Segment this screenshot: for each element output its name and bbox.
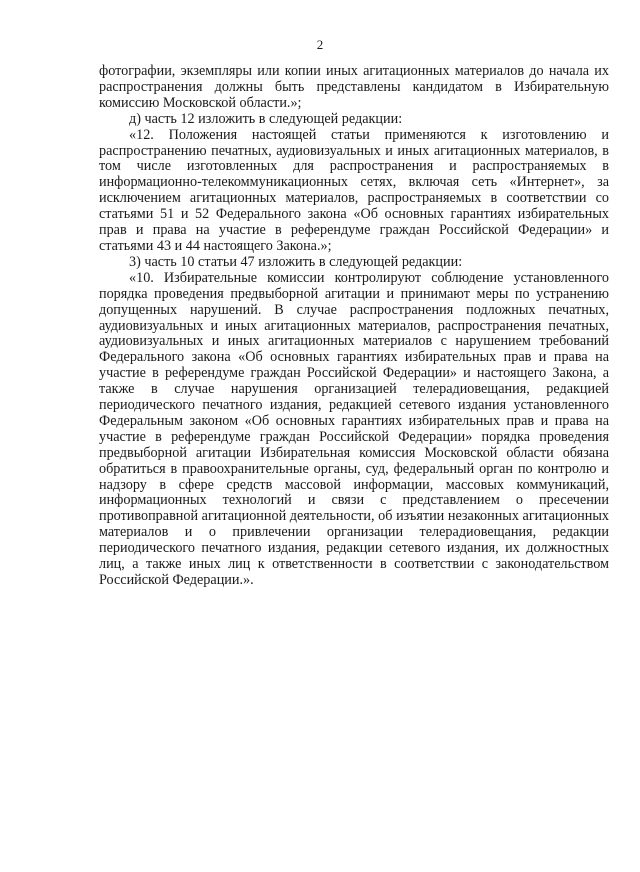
paragraph-part-10: «10. Избирательные комиссии контролируют соблюдение установленного порядка проведения предвыборной агитации и принимают меры по устранению допущенных нарушений. В случае распространения подложных печатных, аудиовизуальных и иных агитационных материалов, распространения печатных, аудиовизуальных и иных агитационных материалов с нарушением требований Федерального закона «Об основных гарантиях избирательных прав и права на участие в референдуме граждан Российской Федерации» и настоящего Закона, а также в случае нарушения организацией телерадиовещания, редакцией периодического печатного издания, редакцией сетевого издания установленного Федеральным законом «Об основных гарантиях избирательных прав и права на участие в референдуме граждан Российской Федерации» порядка проведения предвыборной агитации Избирательная комиссия Московской области обязана обратиться в правоохранительные органы, суд, федеральный орган по контролю и надзору в сфере средств массовой информации, массовых коммуникаций, информационных технологий и связи с представлением о пресечении противоправной агитационной деятельности, об изъятии незаконных агитационных материалов и о привлечении организации телерадиовещания, редакции периодического печатного издания, редакции сетевого издания, их должностных лиц, а также иных лиц к ответственности в соответствии с законодательством Российской Федерации.». <box>99 269 609 588</box>
paragraph-item-d: д) часть 12 изложить в следующей редакции: <box>129 110 403 127</box>
paragraph-continuation: фотографии, экземпляры или копии иных агитационных материалов до начала их распространения должны быть представлены кандидатом в Избирательную комиссию Московской области.»; <box>99 63 609 111</box>
document-body <box>99 64 609 589</box>
paragraph-part-12: «12. Положения настоящей статьи применяются к изготовлению и распространению печатных, аудиовизуальных и иных агитационных материалов, в том числе изготовленных для распространения и распространяемых в информационно-телекоммуникационных сетях, включая сеть «Интернет», за исключением агитационных материалов, распространяемых в соответствии со статьями 51 и 52 Федерального закона «Об основных гарантиях избирательных прав и права на участие в референдуме граждан Российской Федерации» и статьями 43 и 44 настоящего Закона.»; <box>99 126 609 254</box>
paragraph-item-3: 3) часть 10 статьи 47 изложить в следующей редакции: <box>129 253 463 270</box>
page-number: 2 <box>316 37 324 52</box>
